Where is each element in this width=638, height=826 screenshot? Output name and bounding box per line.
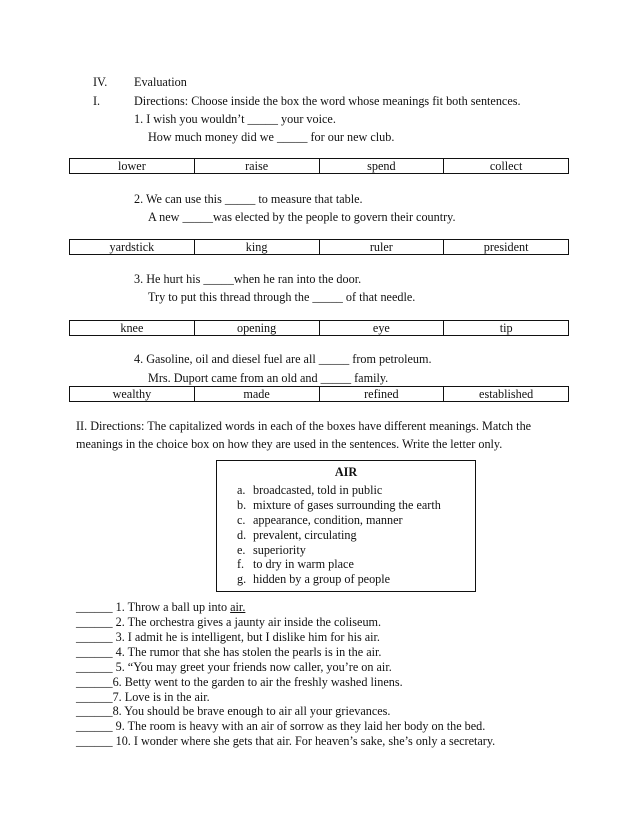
choice-cell: ruler <box>319 240 444 255</box>
choice-cell: eye <box>319 321 444 336</box>
meaning-item <box>237 528 357 543</box>
choice-box-1 <box>69 158 569 174</box>
answer-blank[interactable]: ______ <box>76 630 113 644</box>
sentence-item <box>76 734 495 749</box>
meaning-letter: f. <box>237 557 245 571</box>
meaning-text: prevalent, circulating <box>253 528 357 542</box>
part2-directions-line1: II. Directions: The capitalized words in each of the boxes have different meanings. Match the <box>76 419 532 433</box>
meaning-item <box>237 513 403 528</box>
sentence-item <box>76 719 485 734</box>
sentence-text: 2. The orchestra gives a jaunty air inside the coliseum. <box>112 615 382 629</box>
answer-blank[interactable]: ______ <box>76 719 113 733</box>
meaning-letter: b. <box>237 498 247 512</box>
sentence-item <box>76 660 392 675</box>
answer-blank[interactable]: ______ <box>76 645 113 659</box>
meaning-letter: e. <box>237 543 246 557</box>
answer-blank[interactable]: ______ <box>76 704 113 718</box>
sentence-text: 10. I wonder where she gets that air. For heaven’s sake, she’s only a secretary. <box>112 734 496 748</box>
answer-blank[interactable]: ______ <box>76 734 113 748</box>
meaning-item <box>237 543 306 558</box>
answer-blank[interactable]: ______ <box>76 690 113 704</box>
choice-cell: tip <box>444 321 569 336</box>
choice-cell: spend <box>319 159 444 174</box>
choice-cell: made <box>194 387 319 402</box>
answer-blank[interactable]: ______ <box>76 600 113 614</box>
choice-box-2 <box>69 239 569 255</box>
part2-directions-line2: meanings in the choice box on how they are used in the sentences. Write the letter only. <box>76 437 503 451</box>
question-4-line1: 4. Gasoline, oil and diesel fuel are all _____ from petroleum. <box>134 352 432 366</box>
section-number: IV. <box>93 75 108 89</box>
meaning-text: hidden by a group of people <box>253 572 391 586</box>
box-title: AIR <box>334 465 358 479</box>
sentence-text: 1. Throw a ball up into <box>112 600 231 614</box>
sentence-item <box>76 675 403 690</box>
sentence-item <box>76 600 245 615</box>
choice-cell: king <box>194 240 319 255</box>
choice-box-4 <box>69 386 569 402</box>
meaning-item <box>237 572 390 587</box>
sentence-text: 9. The room is heavy with an air of sorrow as they laid her body on the bed. <box>112 719 486 733</box>
question-1-line1: 1. I wish you wouldn’t _____ your voice. <box>134 112 336 126</box>
question-2-line1: 2. We can use this _____ to measure that table. <box>134 192 363 206</box>
sentence-item <box>76 690 210 705</box>
question-1-line2: How much money did we _____ for our new club. <box>148 130 395 144</box>
part1-directions: Directions: Choose inside the box the word whose meanings fit both sentences. <box>134 94 521 108</box>
part-number: I. <box>93 94 101 108</box>
choice-cell: lower <box>70 159 195 174</box>
choice-cell: opening <box>194 321 319 336</box>
question-2-line2: A new _____was elected by the people to govern their country. <box>148 210 456 224</box>
answer-blank[interactable]: ______ <box>76 660 113 674</box>
sentence-item <box>76 630 380 645</box>
meaning-text: appearance, condition, manner <box>253 513 403 527</box>
sentence-text: 8. You should be brave enough to air all your grievances. <box>112 704 391 718</box>
meaning-item <box>237 483 382 498</box>
question-3-line2: Try to put this thread through the _____ of that needle. <box>148 290 416 304</box>
section-title: Evaluation <box>134 75 187 89</box>
sentence-text: 5. “You may greet your friends now caller, you’re on air. <box>112 660 392 674</box>
meanings-box <box>216 460 476 592</box>
sentence-item <box>76 615 381 630</box>
meaning-item <box>237 557 354 572</box>
meaning-letter: d. <box>237 528 247 542</box>
meaning-text: to dry in warm place <box>253 557 354 571</box>
choice-cell: established <box>444 387 569 402</box>
question-3-line1: 3. He hurt his _____when he ran into the door. <box>134 272 362 286</box>
choice-cell: president <box>444 240 569 255</box>
sentence-text: 4. The rumor that she has stolen the pearls is in the air. <box>112 645 382 659</box>
sentence-text: 3. I admit he is intelligent, but I dislike him for his air. <box>112 630 380 644</box>
sentence-item <box>76 704 390 719</box>
choice-cell: knee <box>70 321 195 336</box>
sentence-item <box>76 645 381 660</box>
sentence-underlined: air. <box>230 600 246 614</box>
choice-cell: raise <box>194 159 319 174</box>
meaning-letter: a. <box>237 483 246 497</box>
choice-cell: refined <box>319 387 444 402</box>
choice-box-3 <box>69 320 569 336</box>
sentence-text: 7. Love is in the air. <box>112 690 210 704</box>
answer-blank[interactable]: ______ <box>76 675 113 689</box>
meaning-text: superiority <box>253 543 306 557</box>
meaning-text: mixture of gases surrounding the earth <box>253 498 441 512</box>
question-4-line2: Mrs. Duport came from an old and _____ family. <box>148 371 389 385</box>
meaning-text: broadcasted, told in public <box>253 483 383 497</box>
meaning-item <box>237 498 441 513</box>
choice-cell: collect <box>444 159 569 174</box>
meaning-letter: g. <box>237 572 247 586</box>
choice-cell: yardstick <box>70 240 195 255</box>
choice-cell: wealthy <box>70 387 195 402</box>
meaning-letter: c. <box>237 513 246 527</box>
answer-blank[interactable]: ______ <box>76 615 113 629</box>
sentence-text: 6. Betty went to the garden to air the freshly washed linens. <box>112 675 403 689</box>
